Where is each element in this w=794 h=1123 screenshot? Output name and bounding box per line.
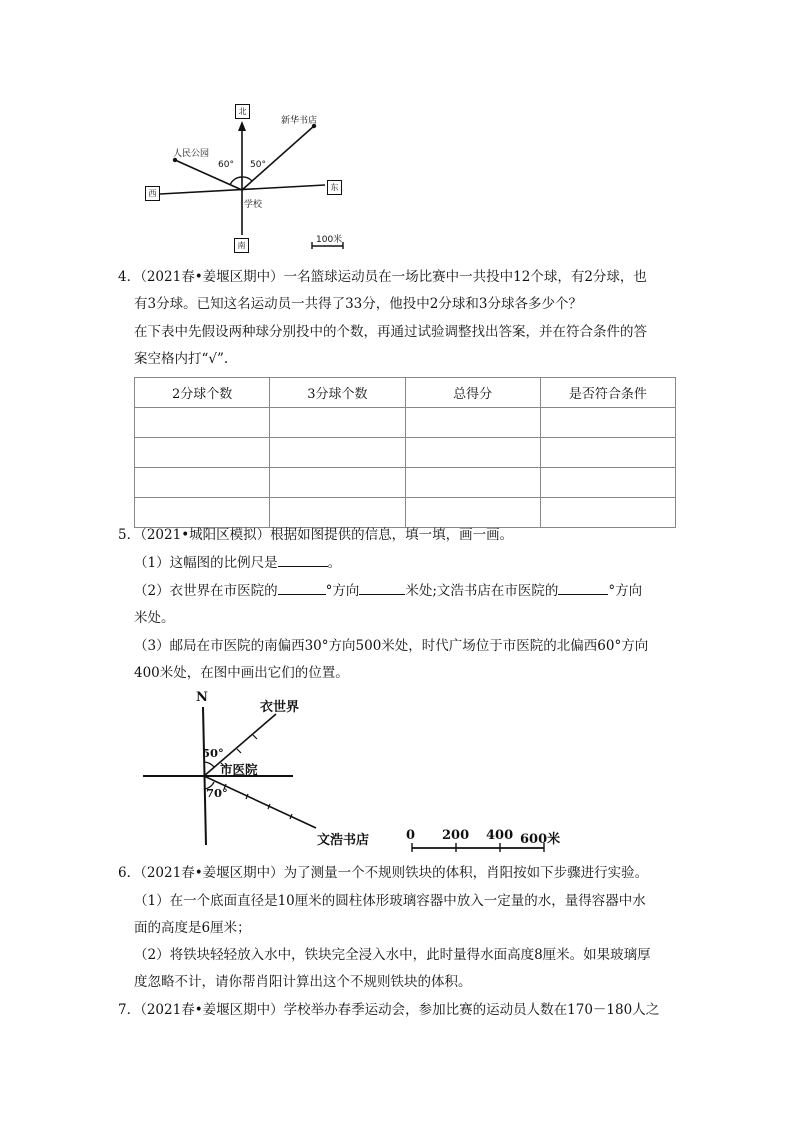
q5-sub-2-a: （2）衣世界在市医院的 (134, 583, 278, 599)
scale-tick-400: 400 (486, 828, 514, 843)
q5-sub-2-e: 米处。 (134, 610, 175, 626)
west-label: 西 (148, 189, 157, 198)
north-label: 北 (238, 107, 247, 116)
bookstore-label: 新华书店 (281, 116, 318, 126)
table-header-cell: 2分球个数 (135, 378, 270, 408)
q5-line-1: 5．（2021•城阳区模拟）根据如图提供的信息，填一填，画一画。 (118, 527, 514, 543)
q5-sub-1-text: （1）这幅图的比例尺是 (134, 555, 278, 571)
angle-50-label: 50° (202, 746, 224, 760)
angle-60-label: 60° (218, 160, 234, 170)
q6-sub-1-line-1: （1）在一个底面直径是10厘米的圆柱体形玻璃容器中放入一定量的水，量得容器中水 (134, 893, 646, 909)
q5-sub-2-c: 米处;文浩书店在市医院的 (405, 583, 559, 599)
q4-line-4: 案空格内打“√”. (134, 351, 229, 367)
q6-line-1: 6．（2021春•姜堰区期中）为了测量一个不规则铁块的体积，肖阳按如下步骤进行实验。 (118, 865, 649, 881)
q6-sub-1-line-2: 面的高度是6厘米； (134, 920, 251, 936)
q5-sub-1-end: 。 (327, 555, 342, 571)
q4-line-3: 在下表中先假设两种球分别投中的个数，再通过试验调整找出答案，并在符合条件的答 (134, 324, 647, 340)
table-header-cell: 是否符合条件 (540, 378, 675, 408)
q5-sub-2-d: °方向 (608, 583, 643, 599)
park-label: 人民公园 (173, 149, 210, 159)
angle-50-label: 50° (250, 160, 266, 170)
q5-sub-2-b: °方向 (325, 583, 360, 599)
angle-70-label: 70° (206, 786, 228, 800)
scale-tick-0: 0 (406, 828, 416, 843)
scale-label: 100米 (316, 235, 343, 245)
q4-line-1: 4．（2021春•姜堰区期中）一名篮球运动员在一场比赛中一共投中12个球，有2分球，也 (118, 269, 647, 285)
south-label: 南 (237, 241, 246, 250)
hospital-label: 市医院 (220, 762, 258, 777)
north-n-label: N (196, 690, 208, 705)
wenhao-bookstore-label: 文浩书店 (317, 833, 370, 848)
q7-line-1: 7．（2021春•姜堰区期中）学校举办春季运动会，参加比赛的运动员人数在170－180人之 (118, 1002, 660, 1018)
q4-line-2: 有3分球。已知这名运动员一共得了33分，他投中2分球和3分球各多少个？ (134, 296, 582, 312)
table-header-cell: 3分球个数 (270, 378, 405, 408)
q5-sub-3-line-1: （3）邮局在市医院的南偏西30°方向500米处，时代广场位于市医院的北偏西60°方向 (134, 638, 649, 654)
east-label: 东 (330, 183, 339, 192)
school-label: 学校 (244, 200, 263, 210)
scale-tick-200: 200 (442, 828, 470, 843)
q6-sub-2-line-2: 度忽略不计，请你帮肖阳计算出这个不规则铁块的体积。 (134, 974, 472, 990)
table-header-cell: 总得分 (405, 378, 540, 408)
q5-sub-3-line-2: 400米处，在图中画出它们的位置。 (134, 665, 349, 681)
scale-tick-600: 600米 (520, 832, 561, 847)
q6-sub-2-line-1: （2）将铁块轻轻放入水中，铁块完全浸入水中，此时量得水面高度8厘米。如果玻璃厚 (134, 947, 651, 963)
yishijie-label: 衣世界 (260, 700, 300, 715)
